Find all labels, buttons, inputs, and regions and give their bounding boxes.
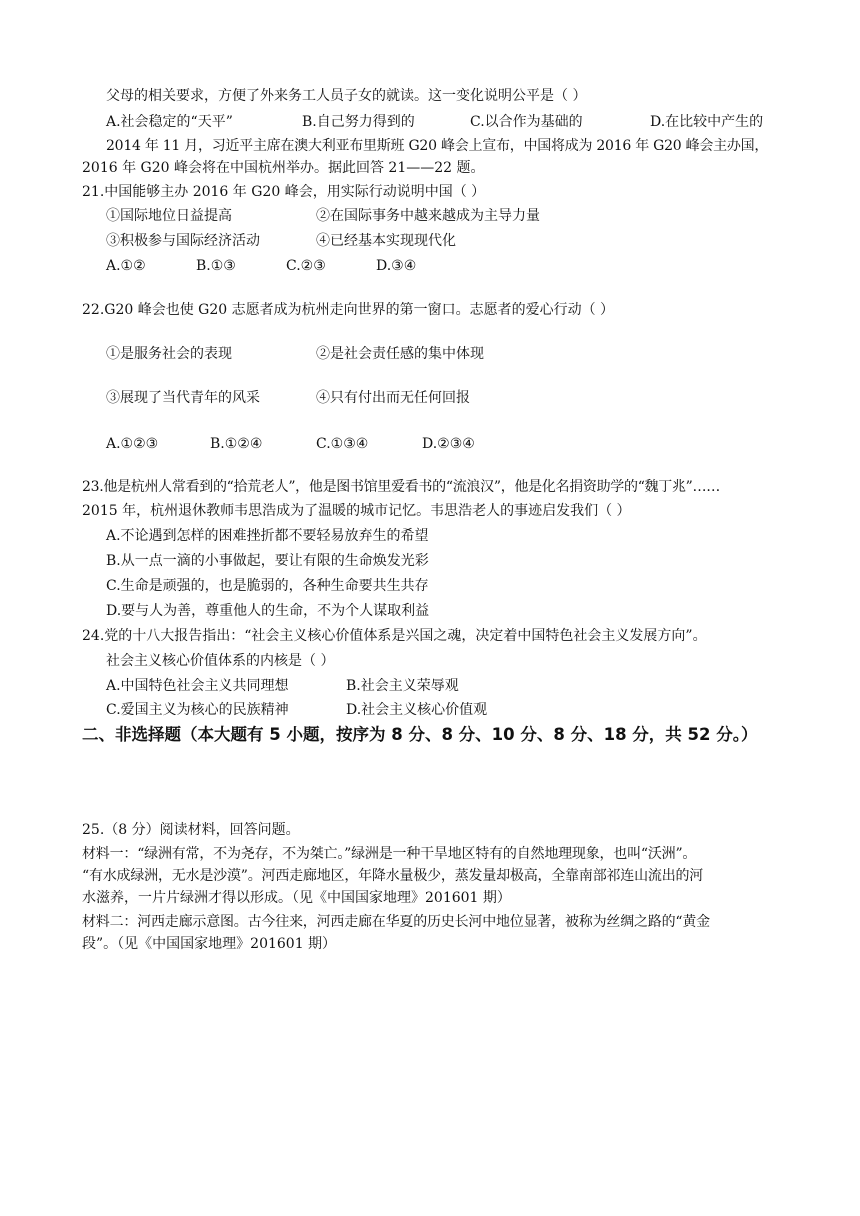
q20-stem-line: 父母的相关要求，方便了外来务工人员子女的就读。这一变化说明公平是（ ） — [106, 88, 587, 104]
q21-item-1: ①国际地位日益提高 — [106, 208, 232, 224]
q24-option-d: D.社会主义核心价值观 — [346, 702, 488, 718]
q23-option-d: D.要与人为善，尊重他人的生命，不为个人谋取利益 — [106, 603, 430, 619]
q20-option-a: A.社会稳定的“天平” — [106, 114, 233, 130]
q22-item-1: ①是服务社会的表现 — [106, 346, 232, 362]
q25-material-2-line-1: 材料二：河西走廊示意图。古今往来，河西走廊在华夏的历史长河中地位显著，被称为丝绸之路的“黄金 — [82, 914, 710, 930]
q22-item-4: ④只有付出而无任何回报 — [316, 390, 470, 406]
q24-option-c: C.爱国主义为核心的民族精神 — [106, 702, 289, 718]
q21-option-a: A.①② — [106, 258, 146, 274]
q25-material-1-line-3: 水滋养，一片片绿洲才得以形成。（见《中国国家地理》201601 期） — [82, 890, 511, 906]
q24-stem-line-2: 社会主义核心价值体系的内核是（ ） — [106, 653, 335, 669]
q21-item-3: ③积极参与国际经济活动 — [106, 233, 260, 249]
q24-stem-line-1: 24.党的十八大报告指出：“社会主义核心价值体系是兴国之魂，决定着中国特色社会主义发展方向”。 — [82, 628, 707, 644]
q22-stem: 22.G20 峰会也使 G20 志愿者成为杭州走向世界的第一窗口。志愿者的爱心行动（ ） — [82, 302, 615, 318]
intro-line-2: 2016 年 G20 峰会将在中国杭州举办。据此回答 21——22 题。 — [82, 160, 485, 176]
q22-option-b: B.①②④ — [210, 436, 263, 452]
q23-option-a: A.不论遇到怎样的困难挫折都不要轻易放弃生的希望 — [106, 528, 429, 544]
q21-item-2: ②在国际事务中越来越成为主导力量 — [316, 208, 540, 224]
q20-option-d: D.在比较中产生的 — [650, 114, 764, 130]
q23-option-b: B.从一点一滴的小事做起，要让有限的生命焕发光彩 — [106, 553, 429, 569]
q24-option-b: B.社会主义荣辱观 — [346, 678, 459, 694]
q23-stem-line-1: 23.他是杭州人常看到的“拾荒老人”，他是图书馆里爱看书的“流浪汉”，他是化名捐资助学的“魏丁兆”…… — [82, 479, 720, 495]
q25-material-2-line-2: 段”。（见《中国国家地理》201601 期） — [82, 936, 337, 952]
section-2-title: 二、非选择题（本大题有 5 小题，按序为 8 分、8 分、10 分、8 分、18 分，共 52 分。） — [82, 725, 758, 744]
q21-option-c: C.②③ — [286, 258, 326, 274]
q25-stem: 25.（8 分）阅读材料，回答问题。 — [82, 822, 300, 838]
q21-item-4: ④已经基本实现现代化 — [316, 233, 456, 249]
q22-option-d: D.②③④ — [422, 436, 475, 452]
q21-option-b: B.①③ — [196, 258, 236, 274]
q23-option-c: C.生命是顽强的，也是脆弱的，各种生命要共生共存 — [106, 578, 429, 594]
q24-option-a: A.中国特色社会主义共同理想 — [106, 678, 289, 694]
q20-option-b: B.自己努力得到的 — [302, 114, 415, 130]
q25-material-1-line-1: 材料一：“绿洲有常，不为尧存，不为桀亡。”绿洲是一种干旱地区特有的自然地理现象，也叫“沃洲”。 — [82, 846, 697, 862]
q22-option-a: A.①②③ — [106, 436, 159, 452]
q22-item-2: ②是社会责任感的集中体现 — [316, 346, 484, 362]
intro-line-1: 2014 年 11 月，习近平主席在澳大利亚布里斯班 G20 峰会上宣布，中国将成为 2016 年 G20 峰会主办国， — [106, 138, 769, 154]
q25-material-1-line-2: “有水成绿洲，无水是沙漠”。河西走廊地区，年降水量极少，蒸发量却极高，全靠南部祁连山流出的河 — [82, 868, 704, 884]
q22-item-3: ③展现了当代青年的风采 — [106, 390, 260, 406]
q20-option-c: C.以合作为基础的 — [470, 114, 583, 130]
q21-stem: 21.中国能够主办 2016 年 G20 峰会，用实际行动说明中国（ ） — [82, 184, 486, 200]
q23-stem-line-2: 2015 年，杭州退休教师韦思浩成为了温暖的城市记忆。韦思浩老人的事迹启发我们（ ） — [82, 503, 631, 519]
q21-option-d: D.③④ — [376, 258, 417, 274]
q22-option-c: C.①③④ — [316, 436, 369, 452]
